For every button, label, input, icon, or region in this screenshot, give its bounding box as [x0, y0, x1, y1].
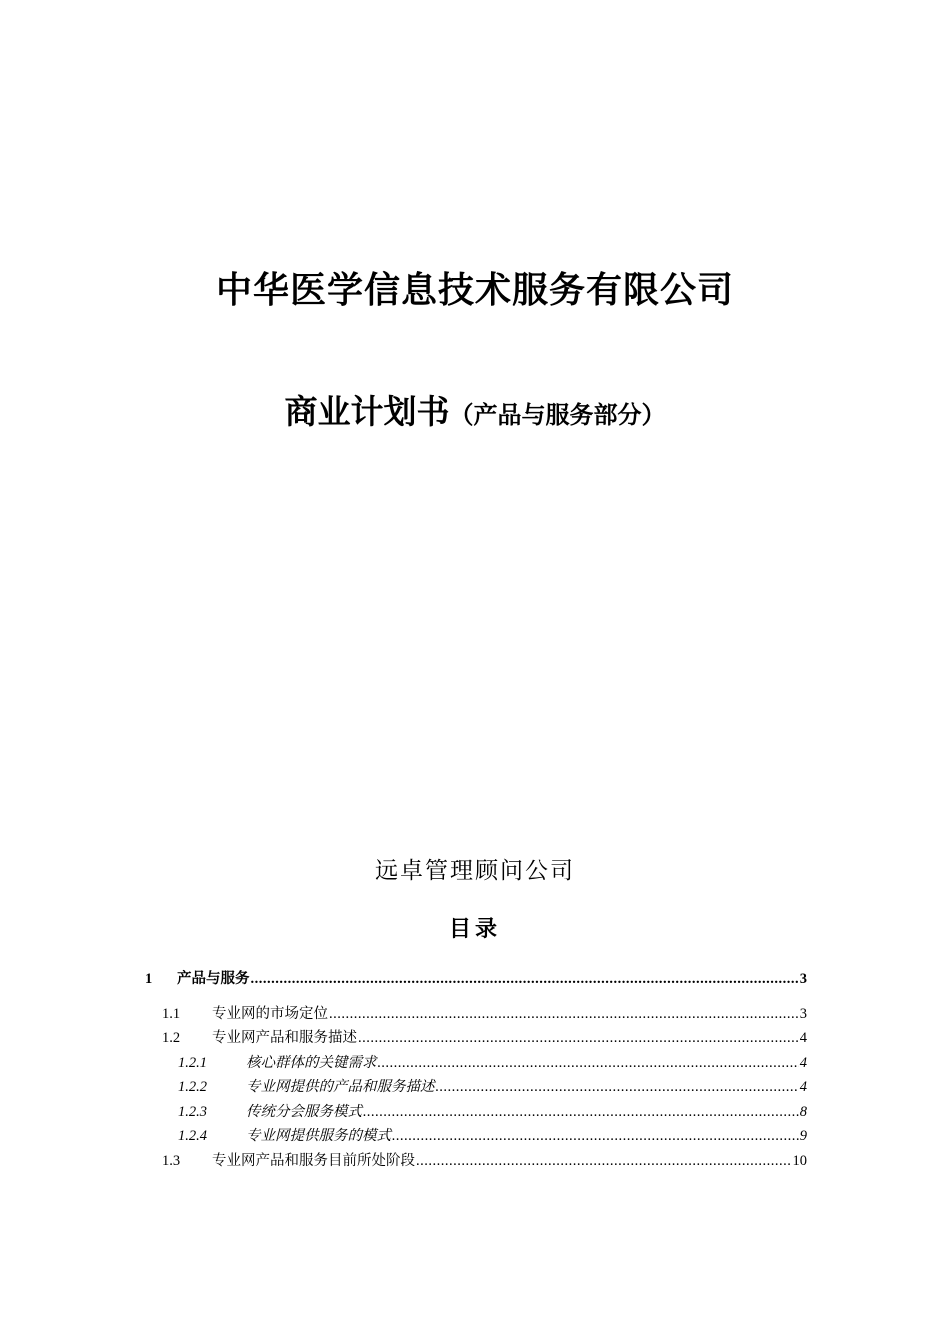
- toc-entry-page: 4: [799, 1054, 807, 1071]
- toc-entry-title: 产品与服务: [177, 971, 250, 987]
- toc-entry[interactable]: [145, 1047, 807, 1072]
- toc-entry-title: 核心群体的关键需求: [246, 1054, 377, 1071]
- toc-entry[interactable]: [145, 1023, 807, 1048]
- toc-entry-number: 1.2.4: [178, 1128, 207, 1144]
- toc-leader-dots: [251, 971, 799, 988]
- toc-entry-page: 3: [799, 971, 807, 987]
- toc-leader-dots: [416, 1153, 792, 1170]
- toc-entry-number: 1: [145, 971, 153, 987]
- toc-entry[interactable]: [145, 1072, 807, 1097]
- toc-entry-page: 4: [799, 1030, 807, 1046]
- toc-heading: 目录: [448, 917, 501, 942]
- document-title: 中华医学信息技术服务有限公司: [215, 270, 734, 311]
- toc-entry-title: 专业网提供服务的模式: [246, 1128, 391, 1144]
- toc-entry-title: 专业网提供的产品和服务描述: [246, 1079, 435, 1095]
- toc-entry-number: 1.2: [162, 1030, 181, 1046]
- toc-entry-title: 专业网产品和服务目前所处阶段: [212, 1152, 415, 1169]
- toc-leader-dots: [358, 1030, 799, 1047]
- toc-entry[interactable]: [145, 1145, 807, 1170]
- toc-leader-dots: [363, 1104, 799, 1121]
- toc-leader-dots: [329, 1006, 799, 1023]
- toc-leader-dots: [378, 1055, 799, 1072]
- document-subtitle: [0, 386, 950, 433]
- toc-entry-number: 1.2.2: [178, 1079, 207, 1095]
- toc-entry[interactable]: [145, 1121, 807, 1146]
- toc-leader-dots: [392, 1128, 799, 1145]
- toc-leader-dots: [436, 1079, 799, 1096]
- toc-entry[interactable]: [145, 1096, 807, 1121]
- toc-entry[interactable]: [145, 962, 807, 988]
- subtitle-parenthetical: （产品与服务部分）: [449, 401, 666, 429]
- toc-entry-page: 3: [799, 1005, 807, 1022]
- toc-entry-page: 8: [799, 1103, 807, 1120]
- toc-entry-page: 10: [792, 1152, 807, 1169]
- toc-entry-title: 专业网产品和服务描述: [212, 1030, 357, 1046]
- toc-entry[interactable]: [145, 998, 807, 1023]
- toc-entry-number: 1.1: [162, 1005, 181, 1022]
- table-of-contents: [145, 962, 807, 1170]
- toc-entry-page: 9: [799, 1128, 807, 1144]
- toc-entry-number: 1.2.3: [178, 1103, 207, 1120]
- toc-entry-title: 专业网的市场定位: [212, 1005, 328, 1022]
- toc-entry-number: 1.3: [162, 1152, 181, 1169]
- toc-entry-title: 传统分会服务模式: [246, 1103, 362, 1120]
- toc-entry-page: 4: [799, 1079, 807, 1095]
- company-name: 远卓管理顾问公司: [375, 858, 575, 884]
- subtitle-main: 商业计划书: [284, 392, 450, 431]
- toc-entry-number: 1.2.1: [178, 1054, 207, 1071]
